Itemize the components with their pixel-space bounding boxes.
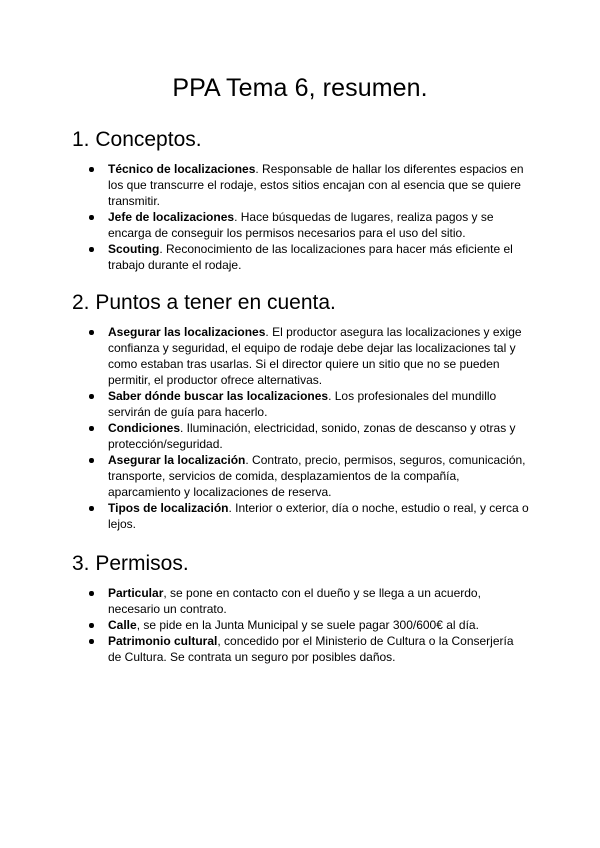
bullet-icon xyxy=(89,247,94,252)
list-item xyxy=(72,420,530,452)
list-item xyxy=(72,633,530,665)
item-text: . Iluminación, electricidad, sonido, zonas de descanso y otras y protección/seguridad. xyxy=(108,421,516,451)
item-text: . Contrato, precio, permisos, seguros, comunicación, transporte, servicios de comida, desplazamientos de la compañía, aparcamiento y localizaciones de reserva. xyxy=(108,453,526,499)
bullet-icon xyxy=(89,167,94,172)
bullet-icon xyxy=(89,426,94,431)
item-term: Particular xyxy=(108,586,164,600)
item-text: . El productor asegura las localizaciones y exige confianza y seguridad, el equipo de rodaje debe dejar las localizaciones tal y como estaban tras usarlas. Si el director quiere un sitio que no se pueden permitir, el productor ofrece alternativas. xyxy=(108,325,522,387)
section-permisos xyxy=(72,551,530,665)
item-term: Jefe de localizaciones xyxy=(108,210,235,224)
list-item xyxy=(72,585,530,617)
item-text: . Responsable de hallar los diferentes espacios en los que transcurre el rodaje, estos sitios encajan con al esencia que se quiere transmitir. xyxy=(108,162,524,208)
bullet-icon xyxy=(89,458,94,463)
item-term: Saber dónde buscar las localizaciones xyxy=(108,389,329,403)
list-item xyxy=(72,209,530,241)
list-item xyxy=(72,241,530,273)
item-term: Condiciones xyxy=(108,421,181,435)
bullet-icon xyxy=(89,591,94,596)
item-text: , se pide en la Junta Municipal y se suele pagar 300/600€ al día. xyxy=(136,618,479,632)
section-heading: 2. Puntos a tener en cuenta. xyxy=(72,291,336,314)
bullet-list xyxy=(72,324,530,532)
item-text: , concedido por el Ministerio de Cultura o la Conserjería de Cultura. Se contrata un seguro por posibles daños. xyxy=(108,634,514,664)
section-puntos xyxy=(72,290,530,532)
bullet-icon xyxy=(89,623,94,628)
item-term: Calle xyxy=(108,618,137,632)
list-item xyxy=(72,617,530,633)
list-item xyxy=(72,324,530,388)
bullet-icon xyxy=(89,215,94,220)
section-conceptos xyxy=(72,127,530,273)
bullet-list xyxy=(72,161,530,273)
item-term: Asegurar las localizaciones xyxy=(108,325,266,339)
section-heading: 3. Permisos. xyxy=(72,552,189,575)
list-item xyxy=(72,452,530,500)
item-text: . Reconocimiento de las localizaciones para hacer más eficiente el trabajo durante el rodaje. xyxy=(108,242,513,272)
bullet-icon xyxy=(89,394,94,399)
item-term: Patrimonio cultural xyxy=(108,634,218,648)
item-text: , se pone en contacto con el dueño y se llega a un acuerdo, necesario un contrato. xyxy=(108,586,481,616)
bullet-icon xyxy=(89,330,94,335)
item-term: Tipos de localización xyxy=(108,501,229,515)
list-item xyxy=(72,500,530,532)
bullet-icon xyxy=(89,639,94,644)
list-item xyxy=(72,161,530,209)
item-text: . Los profesionales del mundillo servirán de guía para hacerlo. xyxy=(108,389,497,419)
document-title: PPA Tema 6, resumen. xyxy=(172,74,428,102)
bullet-icon xyxy=(89,506,94,511)
item-term: Técnico de localizaciones xyxy=(108,162,256,176)
item-text: . Interior o exterior, día o noche, estudio o real, y cerca o lejos. xyxy=(108,501,529,531)
section-heading: 1. Conceptos. xyxy=(72,128,202,151)
item-term: Scouting xyxy=(108,242,160,256)
item-text: . Hace búsquedas de lugares, realiza pagos y se encarga de conseguir los permisos necesarios para el uso del sitio. xyxy=(108,210,494,240)
list-item xyxy=(72,388,530,420)
item-term: Asegurar la localización xyxy=(108,453,246,467)
bullet-list xyxy=(72,585,530,665)
